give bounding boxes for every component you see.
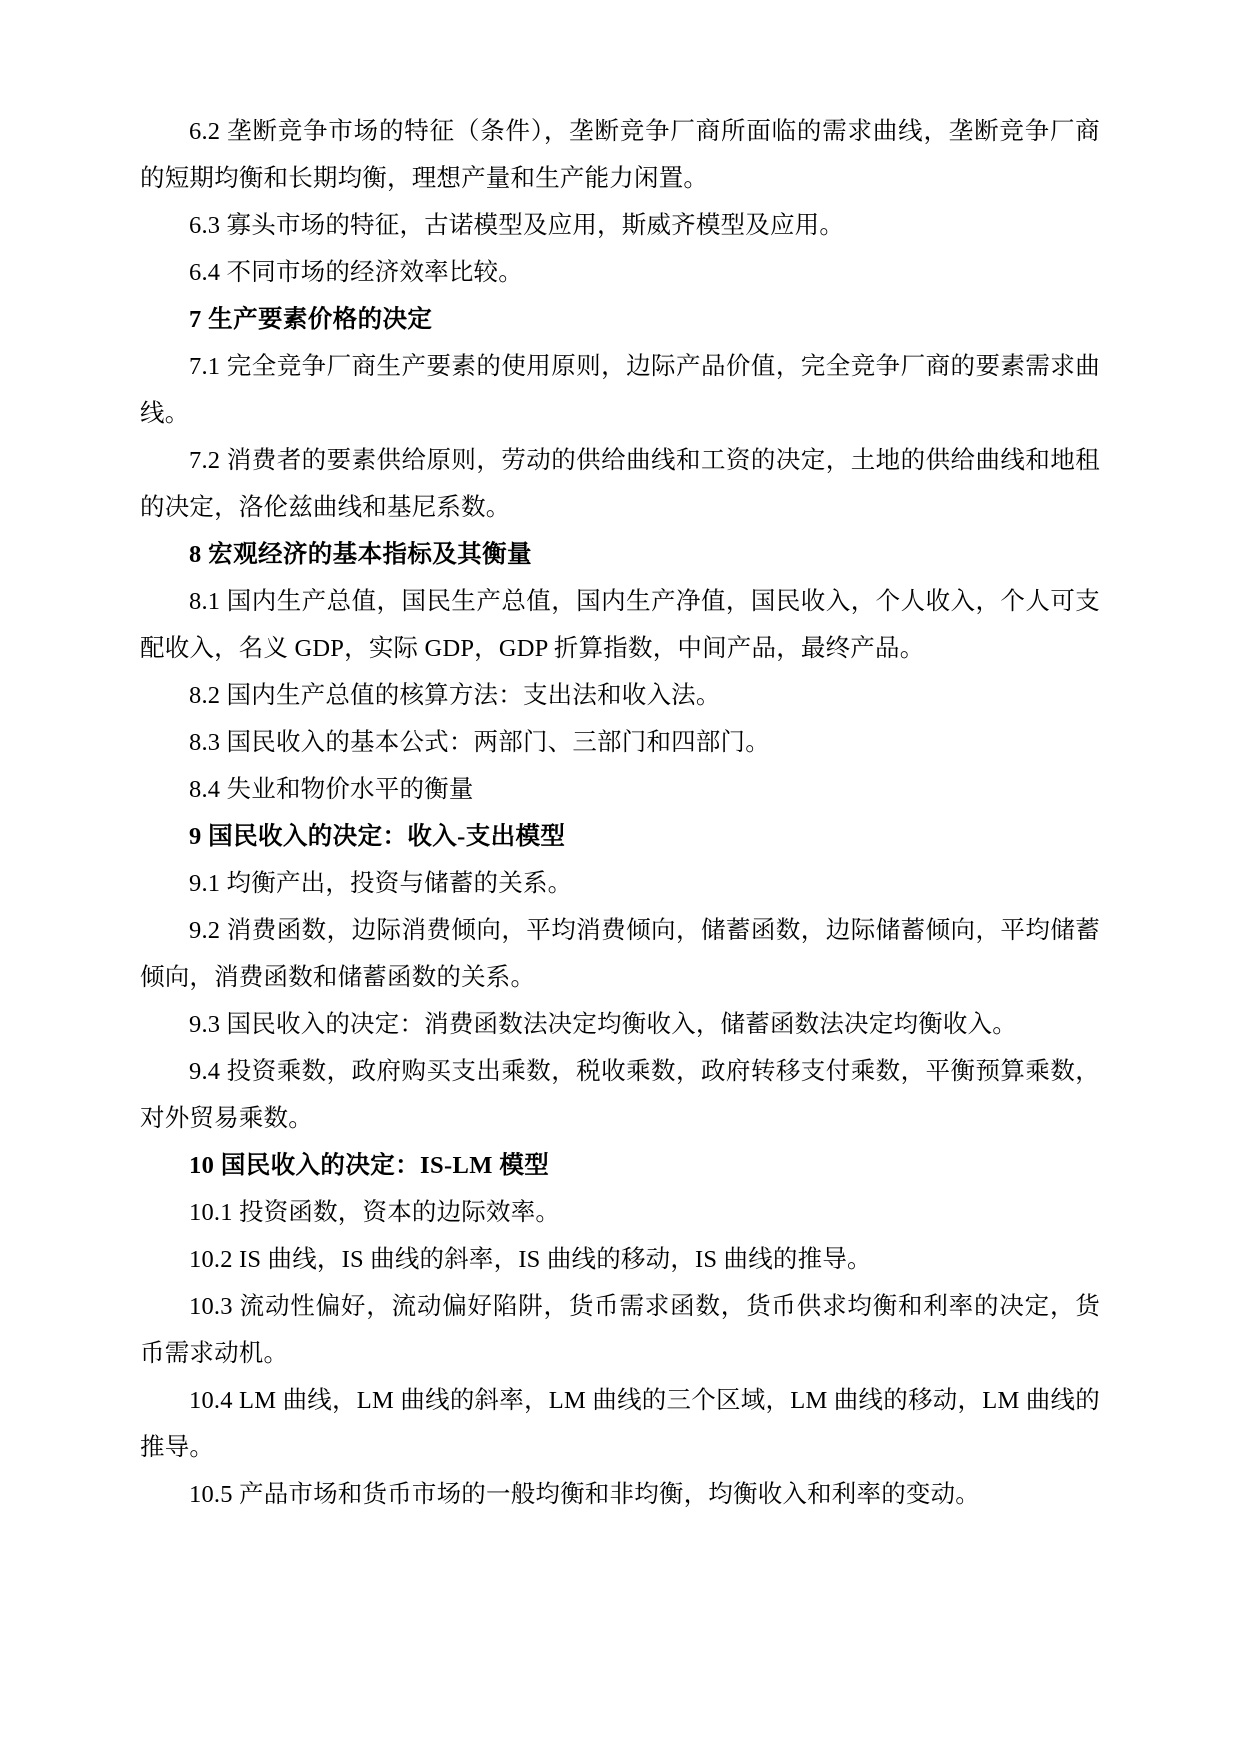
item-7-1: 7.1 完全竞争厂商生产要素的使用原则，边际产品价值，完全竞争厂商的要素需求曲线。	[140, 353, 1100, 427]
item-9-2: 9.2 消费函数，边际消费倾向，平均消费倾向，储蓄函数，边际储蓄倾向，平均储蓄倾向，消费函数和储蓄函数的关系。	[140, 917, 1100, 991]
item-7-2: 7.2 消费者的要素供给原则，劳动的供给曲线和工资的决定，土地的供给曲线和地租的决定，洛伦兹曲线和基尼系数。	[140, 447, 1100, 521]
heading-9: 9 国民收入的决定：收入-支出模型	[189, 823, 566, 850]
item-10-2: 10.2 IS 曲线，IS 曲线的斜率，IS 曲线的移动，IS 曲线的推导。	[189, 1246, 872, 1273]
heading-8: 8 宏观经济的基本指标及其衡量	[189, 541, 532, 568]
item-10-4: 10.4 LM 曲线，LM 曲线的斜率，LM 曲线的三个区域，LM 曲线的移动，LM 曲线的推导。	[140, 1387, 1100, 1461]
heading-7: 7 生产要素价格的决定	[189, 306, 433, 333]
item-8-2: 8.2 国内生产总值的核算方法：支出法和收入法。	[189, 682, 721, 709]
heading-10: 10 国民收入的决定：IS-LM 模型	[189, 1152, 550, 1179]
item-8-4: 8.4 失业和物价水平的衡量	[189, 776, 474, 803]
item-8-3: 8.3 国民收入的基本公式：两部门、三部门和四部门。	[189, 729, 770, 756]
item-10-1: 10.1 投资函数，资本的边际效率。	[189, 1199, 561, 1226]
document-body	[140, 108, 1100, 1518]
item-10-5: 10.5 产品市场和货币市场的一般均衡和非均衡，均衡收入和利率的变动。	[189, 1481, 980, 1508]
item-6-3: 6.3 寡头市场的特征，古诺模型及应用，斯威齐模型及应用。	[189, 212, 845, 239]
item-6-4: 6.4 不同市场的经济效率比较。	[189, 259, 523, 286]
item-9-4: 9.4 投资乘数，政府购买支出乘数，税收乘数，政府转移支付乘数，平衡预算乘数，对外贸易乘数。	[140, 1058, 1100, 1132]
item-10-3: 10.3 流动性偏好，流动偏好陷阱，货币需求函数，货币供求均衡和利率的决定，货币需求动机。	[140, 1293, 1100, 1367]
item-6-2: 6.2 垄断竞争市场的特征（条件），垄断竞争厂商所面临的需求曲线，垄断竞争厂商的短期均衡和长期均衡，理想产量和生产能力闲置。	[140, 118, 1100, 192]
item-9-1: 9.1 均衡产出，投资与储蓄的关系。	[189, 870, 573, 897]
item-8-1: 8.1 国内生产总值，国民生产总值，国内生产净值，国民收入，个人收入，个人可支配收入，名义 GDP，实际 GDP，GDP 折算指数，中间产品，最终产品。	[140, 588, 1100, 662]
item-9-3: 9.3 国民收入的决定：消费函数法决定均衡收入，储蓄函数法决定均衡收入。	[189, 1011, 1017, 1038]
